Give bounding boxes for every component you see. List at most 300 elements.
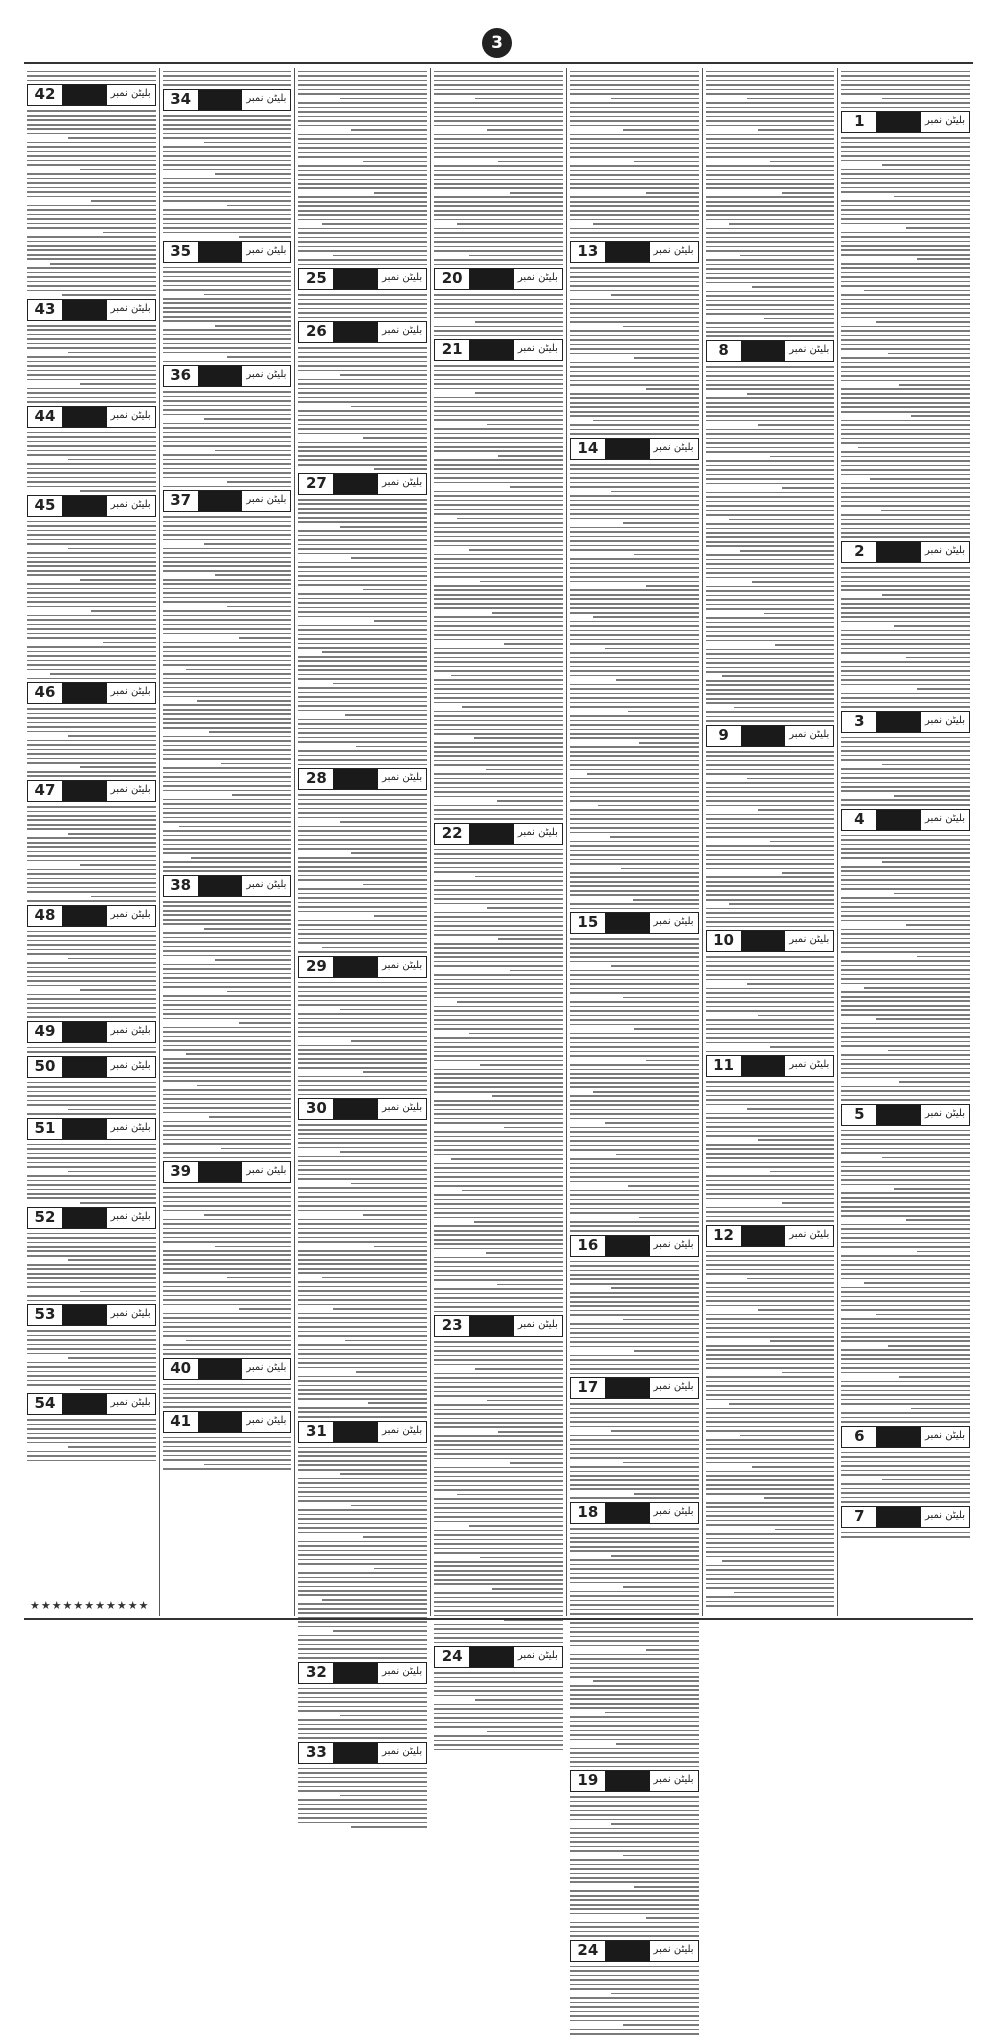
text-line	[434, 1512, 563, 1514]
text-line	[434, 974, 563, 976]
text-line	[706, 429, 835, 431]
text-line	[570, 415, 699, 417]
text-body	[298, 1688, 427, 1739]
text-line	[747, 983, 835, 985]
text-line	[163, 557, 292, 559]
text-line	[163, 468, 292, 470]
text-line	[27, 1339, 156, 1341]
text-line	[570, 850, 699, 852]
text-line	[841, 1255, 970, 1257]
bulletin-number: 10	[707, 931, 741, 951]
bulletin-header	[27, 682, 156, 704]
bulletin-header	[841, 541, 970, 563]
text-line	[434, 1172, 563, 1174]
bulletin-16	[570, 1235, 699, 1375]
bulletin-number: 38	[164, 876, 198, 896]
text-line	[570, 1757, 699, 1759]
text-line	[706, 71, 835, 73]
text-line	[841, 205, 970, 207]
text-line	[434, 1592, 563, 1594]
text-line	[841, 137, 970, 139]
text-line	[706, 1349, 835, 1351]
text-line	[841, 1336, 970, 1338]
text-line	[434, 778, 563, 780]
bulletin-label: بلیٹن نمبر	[378, 1422, 426, 1442]
bulletin-number: 11	[707, 1056, 741, 1076]
text-line	[593, 616, 699, 618]
text-line	[646, 192, 699, 194]
text-line	[27, 1437, 156, 1439]
bulletin-number: 7	[842, 1507, 876, 1527]
text-line	[27, 931, 156, 933]
text-line	[80, 1291, 156, 1293]
text-line	[191, 857, 291, 859]
text-line	[706, 1010, 835, 1012]
text-line	[706, 1533, 835, 1535]
text-line	[298, 347, 427, 349]
text-line	[68, 735, 156, 737]
text-line	[163, 812, 292, 814]
text-line	[434, 1006, 563, 1008]
text-line	[841, 1175, 970, 1177]
text-body	[434, 71, 563, 265]
bulletin-label: بلیٹن نمبر	[107, 1305, 155, 1325]
text-line	[646, 1649, 699, 1651]
text-line	[486, 1252, 563, 1254]
text-line	[434, 1154, 563, 1156]
bulletin-number: 13	[571, 242, 605, 262]
text-line	[434, 250, 563, 252]
text-line	[841, 697, 970, 699]
text-line	[298, 1621, 427, 1623]
text-line	[434, 652, 563, 654]
text-line	[841, 344, 970, 346]
text-line	[163, 1388, 292, 1390]
text-line	[570, 312, 699, 314]
text-line	[706, 474, 835, 476]
text-line	[298, 1407, 427, 1409]
text-line	[841, 317, 970, 319]
bulletin-label: بلیٹن نمبر	[242, 242, 290, 262]
text-line	[298, 521, 427, 523]
text-line	[434, 294, 563, 296]
bulletin-label: بلیٹن نمبر	[785, 726, 833, 746]
bulletin-number: 14	[571, 439, 605, 459]
text-line	[434, 1217, 563, 1219]
text-line	[706, 626, 835, 628]
text-line	[298, 1210, 427, 1212]
text-line	[570, 1725, 699, 1727]
text-line	[434, 1293, 563, 1295]
text-line	[841, 567, 970, 569]
header-block	[741, 341, 786, 361]
text-line	[570, 1591, 699, 1593]
text-line	[570, 1537, 699, 1539]
text-line	[163, 1455, 292, 1457]
text-line	[27, 882, 156, 884]
text-line	[570, 832, 699, 834]
text-line	[298, 352, 427, 354]
bulletin-34	[163, 89, 292, 238]
text-line	[298, 1799, 427, 1801]
text-line	[841, 960, 970, 962]
header-block	[469, 1647, 514, 1667]
text-line	[841, 911, 970, 913]
text-line	[706, 800, 835, 802]
text-line	[434, 1633, 563, 1635]
text-line	[163, 1335, 292, 1337]
text-line	[163, 414, 292, 416]
text-line	[570, 1645, 699, 1647]
text-line	[706, 442, 835, 444]
text-line	[298, 1706, 427, 1708]
text-line	[434, 1471, 563, 1473]
text-line	[841, 528, 970, 530]
bulletin-number: 30	[299, 1099, 333, 1119]
text-line	[27, 205, 156, 207]
text-line	[706, 1126, 835, 1128]
text-line	[706, 1037, 835, 1039]
bulletin-header	[27, 1056, 156, 1078]
text-line	[841, 456, 970, 458]
text-line	[570, 1203, 699, 1205]
text-line	[163, 1036, 292, 1038]
text-line	[434, 898, 563, 900]
text-line	[646, 1060, 699, 1062]
text-line	[298, 647, 427, 649]
text-line	[27, 1273, 156, 1275]
text-line	[434, 1140, 563, 1142]
text-line	[434, 979, 563, 981]
text-line	[841, 326, 970, 328]
text-line	[298, 1268, 427, 1270]
text-line	[68, 1446, 156, 1448]
text-line	[841, 879, 970, 881]
bulletin-number: 2	[842, 542, 876, 562]
text-line	[68, 1171, 156, 1173]
text-line	[841, 348, 970, 350]
text-line	[706, 1220, 835, 1222]
bulletin-42	[27, 84, 156, 295]
text-body	[841, 1532, 970, 1538]
text-line	[163, 160, 292, 162]
text-line	[706, 447, 835, 449]
text-line	[706, 291, 835, 293]
text-line	[434, 1010, 563, 1012]
text-line	[570, 657, 699, 659]
text-line	[706, 465, 835, 467]
text-line	[163, 579, 292, 581]
header-block	[876, 542, 921, 562]
text-line	[434, 702, 563, 704]
text-line	[570, 1841, 699, 1843]
text-line	[841, 254, 970, 256]
text-line	[706, 241, 835, 243]
text-line	[570, 1922, 699, 1924]
text-line	[570, 411, 699, 413]
text-line	[899, 1081, 970, 1083]
text-line	[434, 1077, 563, 1079]
bulletin-header	[27, 495, 156, 517]
text-line	[163, 745, 292, 747]
text-line	[434, 1163, 563, 1165]
text-line	[593, 420, 699, 422]
text-line	[163, 1384, 292, 1386]
text-line	[163, 722, 292, 724]
column-5	[294, 68, 430, 1761]
text-line	[298, 1138, 427, 1140]
text-line	[298, 1612, 427, 1614]
bulletin-number: 22	[435, 824, 469, 844]
text-line	[27, 1113, 156, 1115]
text-line	[27, 731, 156, 733]
text-line	[434, 943, 563, 945]
text-line	[706, 773, 835, 775]
text-line	[841, 652, 970, 654]
bulletin-number: 48	[28, 906, 62, 926]
text-line	[841, 897, 970, 899]
text-line	[434, 473, 563, 475]
text-line	[186, 669, 292, 671]
text-line	[298, 120, 427, 122]
text-line	[841, 1233, 970, 1235]
text-line	[298, 1353, 427, 1355]
text-line	[27, 1091, 156, 1093]
text-line	[163, 932, 292, 934]
text-line	[204, 418, 292, 420]
text-line	[434, 1257, 563, 1259]
bulletin-number: 28	[299, 769, 333, 789]
text-line	[163, 852, 292, 854]
text-line	[27, 530, 156, 532]
text-line	[434, 170, 563, 172]
text-line	[706, 881, 835, 883]
bulletin-label: بلیٹن نمبر	[650, 1503, 698, 1523]
text-line	[841, 1309, 970, 1311]
text-line	[163, 808, 292, 810]
column-1	[837, 68, 973, 1616]
text-line	[570, 1408, 699, 1410]
text-line	[706, 782, 835, 784]
text-line	[841, 80, 970, 82]
text-line	[457, 1494, 563, 1496]
text-line	[570, 1167, 699, 1169]
text-line	[298, 187, 427, 189]
text-line	[434, 764, 563, 766]
text-line	[434, 1261, 563, 1263]
text-line	[623, 326, 699, 328]
text-line	[841, 666, 970, 668]
text-line	[434, 477, 563, 479]
text-line	[434, 1561, 563, 1563]
text-line	[163, 1121, 292, 1123]
text-line	[27, 249, 156, 251]
text-line	[204, 1464, 292, 1466]
text-line	[340, 1151, 428, 1153]
bulletin-header	[570, 438, 699, 460]
text-line	[298, 237, 427, 239]
text-line	[570, 1488, 699, 1490]
text-line	[570, 1609, 699, 1611]
text-line	[706, 850, 835, 852]
text-line	[434, 1149, 563, 1151]
text-line	[706, 859, 835, 861]
text-line	[163, 146, 292, 148]
text-line	[434, 143, 563, 145]
text-line	[163, 1299, 292, 1301]
text-line	[434, 1521, 563, 1523]
text-line	[298, 1196, 427, 1198]
text-line	[706, 102, 835, 104]
text-line	[374, 1246, 427, 1248]
text-line	[434, 1628, 563, 1630]
text-line	[570, 1109, 699, 1111]
text-line	[841, 773, 970, 775]
text-line	[434, 965, 563, 967]
text-line	[434, 388, 563, 390]
text-line	[841, 1354, 970, 1356]
bulletin-header	[570, 241, 699, 263]
text-line	[706, 979, 835, 981]
text-line	[570, 979, 699, 981]
text-line	[27, 374, 156, 376]
column-4	[430, 68, 566, 1666]
text-line	[298, 737, 427, 739]
text-line	[841, 303, 970, 305]
text-line	[570, 120, 699, 122]
text-line	[570, 1859, 699, 1861]
text-line	[841, 380, 970, 382]
text-line	[706, 232, 835, 234]
text-line	[434, 773, 563, 775]
text-line	[706, 572, 835, 574]
text-line	[298, 1590, 427, 1592]
text-line	[480, 1557, 562, 1559]
header-block	[62, 906, 107, 926]
bulletin-label: بلیٹن نمبر	[650, 242, 698, 262]
text-line	[841, 187, 970, 189]
text-line	[27, 521, 156, 523]
text-line	[163, 790, 292, 792]
bulletin-15	[570, 912, 699, 1231]
text-line	[841, 1077, 970, 1079]
text-line	[298, 902, 427, 904]
text-line	[27, 815, 156, 817]
bulletin-number: 31	[299, 1422, 333, 1442]
text-line	[706, 702, 835, 704]
text-line	[841, 983, 970, 985]
text-line	[888, 1345, 970, 1347]
text-line	[163, 565, 292, 567]
text-line	[706, 1538, 835, 1540]
text-line	[570, 576, 699, 578]
text-line	[841, 755, 970, 757]
bulletin-48	[27, 905, 156, 1018]
text-line	[298, 1491, 427, 1493]
text-line	[841, 433, 970, 435]
text-line	[163, 445, 292, 447]
text-line	[706, 1314, 835, 1316]
text-line	[434, 1552, 563, 1554]
text-line	[204, 142, 292, 144]
text-line	[706, 1104, 835, 1106]
text-line	[570, 733, 699, 735]
text-line	[706, 1596, 835, 1598]
bulletin-label: بلیٹن نمبر	[785, 1226, 833, 1246]
text-line	[374, 192, 427, 194]
text-line	[27, 1189, 156, 1191]
text-line	[706, 273, 835, 275]
bulletin-18	[570, 1502, 699, 1767]
text-line	[605, 1122, 699, 1124]
text-line	[27, 887, 156, 889]
text-line	[570, 201, 699, 203]
text-line	[298, 107, 427, 109]
text-line	[434, 374, 563, 376]
text-line	[434, 1391, 563, 1393]
text-line	[434, 246, 563, 248]
text-line	[570, 1694, 699, 1696]
text-line	[298, 1076, 427, 1078]
bulletin-1	[841, 111, 970, 538]
text-body	[570, 267, 699, 435]
text-line	[740, 550, 834, 552]
bulletin-number: 46	[28, 683, 62, 703]
text-line	[841, 1068, 970, 1070]
text-line	[163, 781, 292, 783]
text-line	[570, 823, 699, 825]
text-line	[298, 1004, 427, 1006]
text-line	[841, 1273, 970, 1275]
text-line	[570, 1010, 699, 1012]
text-line	[706, 1556, 835, 1558]
text-line	[706, 1524, 835, 1526]
text-line	[570, 1988, 699, 1990]
text-line	[434, 858, 563, 860]
text-line	[841, 1349, 970, 1351]
text-line	[841, 1327, 970, 1329]
text-line	[570, 1471, 699, 1473]
text-line	[434, 1548, 563, 1550]
text-line	[27, 110, 156, 112]
text-line	[434, 410, 563, 412]
header-block	[62, 781, 107, 801]
text-line	[163, 463, 292, 465]
text-body	[27, 931, 156, 1018]
text-line	[841, 169, 970, 171]
text-line	[570, 625, 699, 627]
text-line	[706, 1300, 835, 1302]
text-line	[298, 1781, 427, 1783]
text-line	[298, 826, 427, 828]
text-line	[570, 1127, 699, 1129]
text-line	[163, 1045, 292, 1047]
text-line	[298, 1550, 427, 1552]
text-line	[570, 1359, 699, 1361]
text-line	[706, 791, 835, 793]
text-line	[298, 1058, 427, 1060]
text-line	[197, 700, 291, 702]
text-line	[570, 1412, 699, 1414]
text-line	[163, 155, 292, 157]
text-line	[434, 1302, 563, 1304]
bulletin-32	[298, 1662, 427, 1739]
text-line	[570, 1181, 699, 1183]
bulletin-header	[434, 339, 563, 361]
text-line	[434, 1677, 563, 1679]
text-line	[298, 1724, 427, 1726]
text-line	[434, 634, 563, 636]
